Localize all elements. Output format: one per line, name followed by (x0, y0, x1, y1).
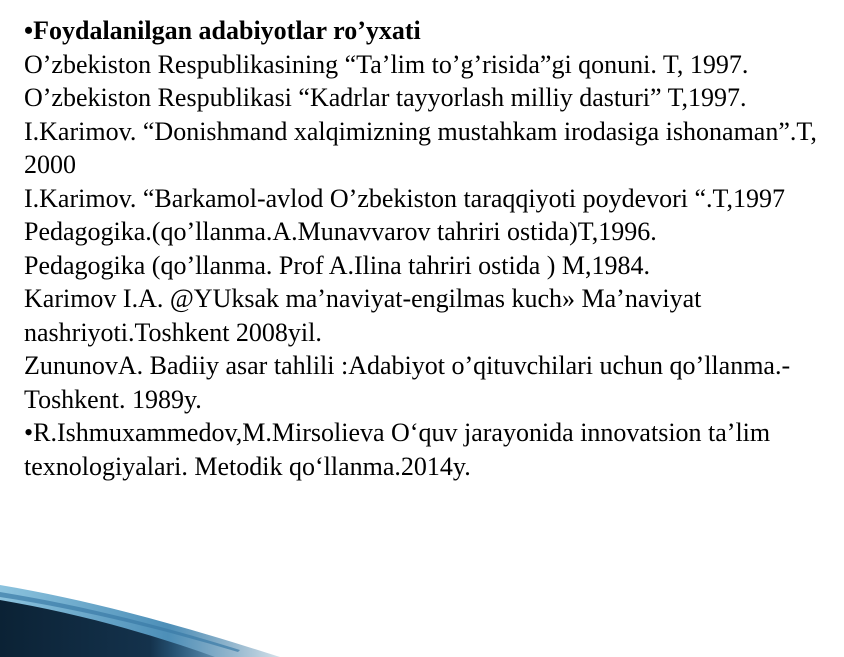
references-block (24, 14, 836, 483)
reference-entry-7: Karimov I.A. @YUksak ma’naviyat-engilmas kuch» Ma’naviyat nashriyoti.Toshkent 2008yil. (24, 284, 702, 347)
swoosh-dark-band (0, 600, 215, 657)
swoosh-mid-band (0, 592, 240, 652)
references-heading: •Foydalanilgan adabiyotlar ro’yxati (24, 16, 421, 45)
reference-entry-6: Pedagogika (qo’llanma. Prof A.Ilina tahriri ostida ) M,1984. (24, 250, 651, 280)
reference-entry-3: I.Karimov. “Donishmand xalqimizning mustahkam irodasiga ishonaman”.T, 2000 (24, 116, 817, 179)
swoosh-light-band (0, 585, 280, 657)
reference-entry-9: •R.Ishmuxammedov,M.Mirsolieva O‘quv jarayonida innovatsion ta’lim texnologiyalari. Metodik qo‘llanma.2014y. (24, 418, 771, 481)
reference-entry-1: O’zbekiston Respublikasining “Ta’lim to’g’risida”gi qonuni. T, 1997. (24, 49, 749, 79)
reference-entry-2: O’zbekiston Respublikasi “Kadrlar tayyorlash milliy dasturi” T,1997. (24, 83, 747, 112)
reference-entry-4: I.Karimov. “Barkamol-avlod O’zbekiston taraqqiyoti poydevori “.T,1997 (24, 183, 786, 213)
reference-entry-5: Pedagogika.(qo’llanma.A.Munavvarov tahriri ostida)T,1996. (24, 217, 657, 246)
reference-entry-8: ZununovA. Badiiy asar tahlili :Adabiyot o’qituvchilari uchun qo’llanma.- Toshkent. 1989y. (24, 351, 791, 414)
